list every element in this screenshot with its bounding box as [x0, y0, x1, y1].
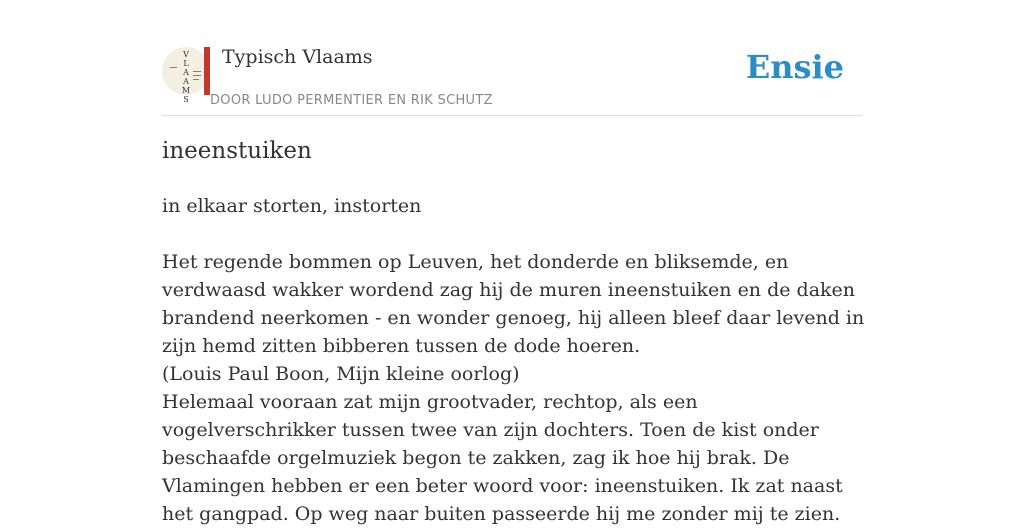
cover-line — [193, 75, 201, 76]
entry-quote-2: Helemaal vooraan zat mijn grootvader, rechtop, als een vogelverschrikker tussen twee van zijn dochters. Toen de kist onder beschaafde orgelmuziek begon te zakken, zag ik hoe hij brak. De Vlamingen hebben er een beter woord voor: ineenstuiken. Ik zat naast het gangpad. Op weg naar buiten passeerde hij me zonder mij te zien. — [162, 391, 843, 525]
entry-definition: in elkaar storten, instorten — [162, 195, 422, 217]
book-cover-image[interactable] — [162, 47, 210, 104]
book-cover-stripe — [204, 47, 210, 95]
book-cover-lettering: V L A A M S — [181, 50, 191, 104]
book-header — [162, 40, 862, 116]
book-authors: DOOR LUDO PERMENTIER EN RIK SCHUTZ — [210, 93, 493, 108]
entry-quote-1-source: (Louis Paul Boon, Mijn kleine oorlog) — [162, 363, 520, 385]
book-title-link[interactable]: Typisch Vlaams — [222, 46, 373, 68]
cover-line — [193, 71, 201, 72]
entry-quote-1: Het regende bommen op Leuven, het donderde en bliksemde, en verdwaasd wakker wordend zag hij de muren ineenstuiken en de daken brandend neerkomen - en wonder genoeg, hij alleen bleef daar levend in zijn hemd zitten bibberen tussen de dode hoeren. — [162, 251, 865, 357]
cover-line — [170, 67, 177, 68]
ensie-logo-link[interactable]: Ensie — [745, 48, 844, 86]
entry-title: ineenstuiken — [162, 138, 312, 164]
entry-body — [162, 192, 868, 528]
cover-line — [193, 79, 199, 80]
paragraph-spacer — [162, 220, 868, 248]
